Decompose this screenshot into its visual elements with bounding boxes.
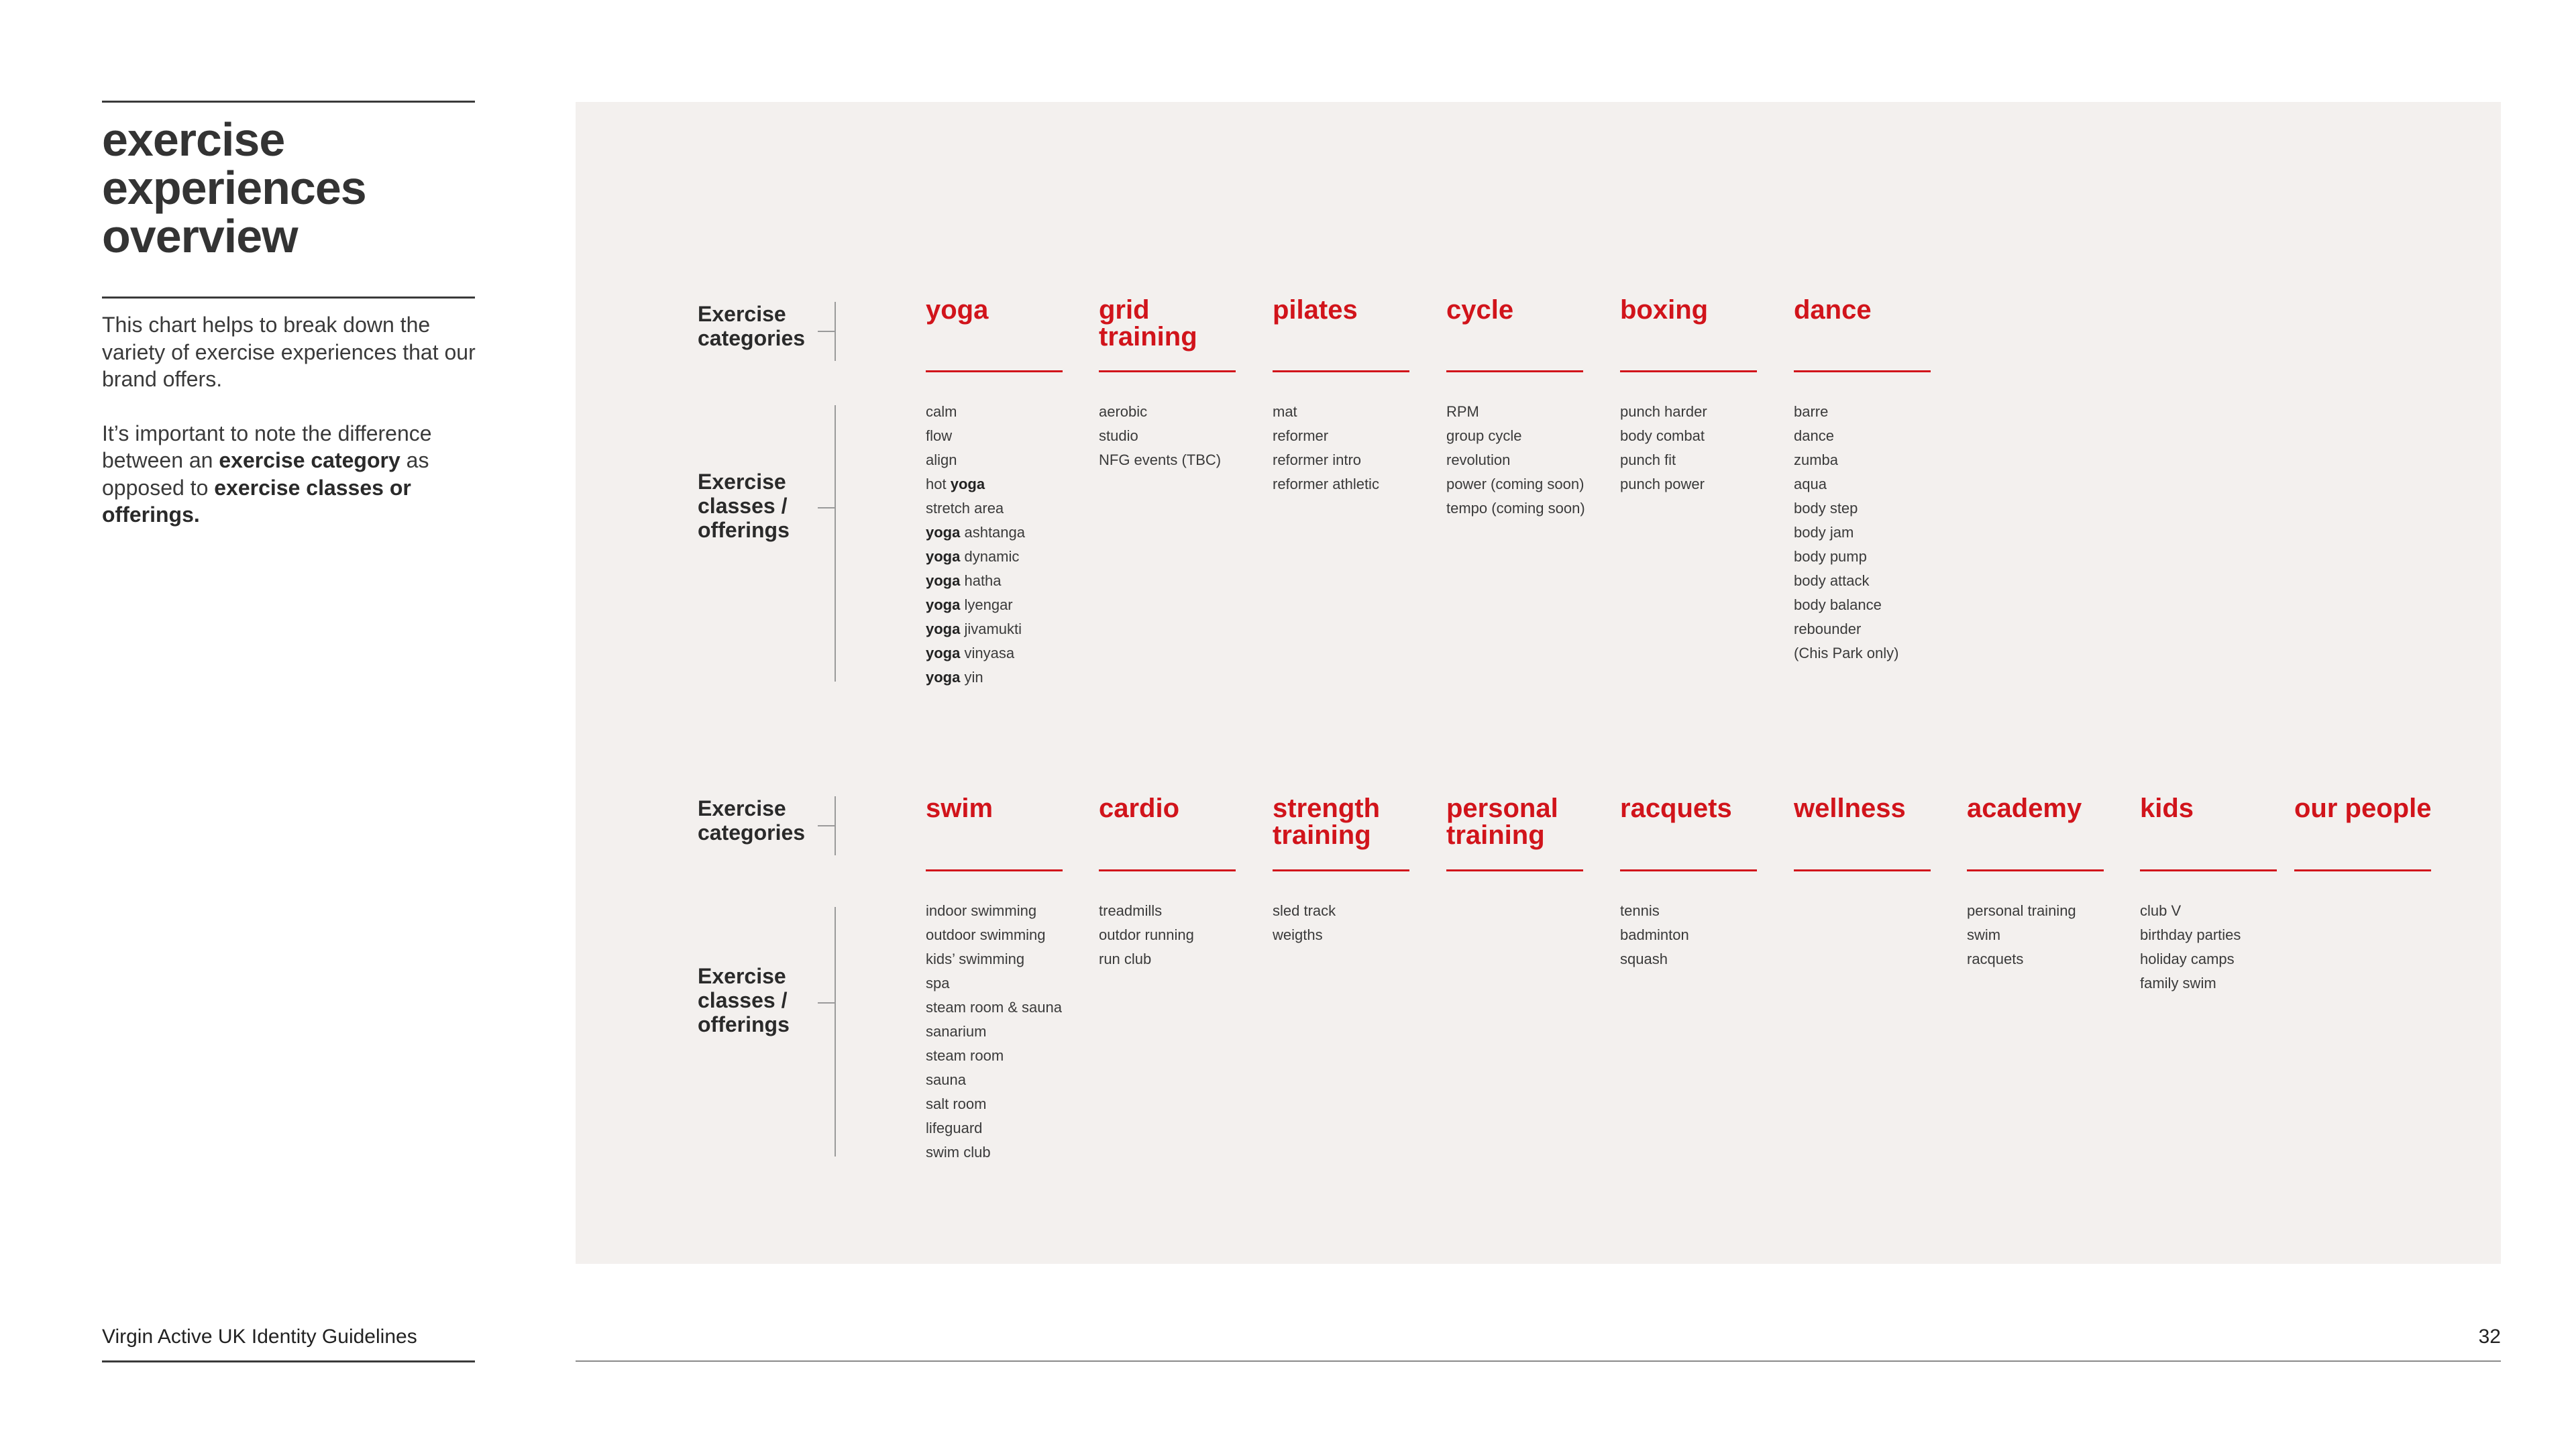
offering-text: hot	[926, 476, 951, 492]
page-title-line: overview	[102, 210, 298, 262]
category-underline	[1446, 370, 1583, 372]
category-title-line: training	[1446, 820, 1545, 850]
offering-item	[1620, 923, 1689, 947]
chart-panel	[576, 102, 2501, 1264]
offering-item	[926, 1020, 1062, 1044]
offering-text: weigths	[1273, 926, 1323, 943]
offering-item	[1446, 448, 1585, 472]
offering-item	[2140, 923, 2241, 947]
offering-text: jivamukti	[960, 621, 1022, 637]
offering-text: sauna	[926, 1071, 966, 1088]
offering-text: birthday parties	[2140, 926, 2241, 943]
offering-text: aerobic	[1099, 403, 1148, 420]
offering-text: punch fit	[1620, 451, 1676, 468]
offering-text: treadmills	[1099, 902, 1163, 919]
offering-item	[1446, 400, 1585, 424]
offering-text: reformer	[1273, 427, 1329, 444]
footer-guidelines-label: Virgin Active UK Identity Guidelines	[102, 1326, 417, 1348]
offering-text: body jam	[1794, 524, 1854, 541]
offering-item	[926, 971, 1062, 996]
intro-text-span: as opposed to	[102, 448, 429, 500]
offering-item	[1273, 424, 1379, 448]
offering-item	[1794, 472, 1898, 496]
intro-bold-category: exercise category	[219, 448, 400, 472]
category-underline	[1794, 370, 1931, 372]
offering-item	[1099, 448, 1221, 472]
offering-item	[1620, 472, 1707, 496]
category-title-line: personal	[1446, 794, 1558, 823]
row-label-line: Exercise	[698, 470, 786, 494]
row1-classes-bracket	[835, 405, 836, 682]
offering-bold-text: yoga	[926, 621, 961, 637]
offering-text: dance	[1794, 427, 1834, 444]
offering-item	[926, 1140, 1062, 1165]
offering-item	[1099, 923, 1194, 947]
category-title-line: cycle	[1446, 295, 1514, 325]
offerings-list	[1099, 400, 1221, 472]
offering-text: reformer athletic	[1273, 476, 1379, 492]
offering-text: badminton	[1620, 926, 1689, 943]
offering-text: calm	[926, 403, 957, 420]
offering-item	[926, 641, 1025, 665]
offering-item	[1273, 448, 1379, 472]
offerings-list	[1273, 899, 1336, 947]
offering-bold-text: yoga	[926, 645, 961, 661]
row2-classes-label	[698, 964, 790, 1036]
category-title-line: academy	[1967, 794, 2082, 823]
row1-categories-label	[698, 302, 805, 350]
category-title-line: wellness	[1794, 794, 1906, 823]
offering-item	[1967, 923, 2076, 947]
offerings-list	[1446, 400, 1585, 521]
category-title	[1620, 297, 1791, 361]
category-column	[2294, 795, 2465, 859]
row-label-line: offerings	[698, 518, 790, 542]
offering-item	[926, 545, 1025, 569]
offering-item	[1794, 496, 1898, 521]
category-title	[926, 795, 1097, 859]
row1-categories-tick	[818, 331, 835, 332]
offering-item	[1099, 947, 1194, 971]
category-title-line: training	[1273, 820, 1371, 850]
offering-item	[926, 424, 1025, 448]
intro-paragraph-1: This chart helps to break down the variety of exercise experiences that our brand offers.	[102, 313, 476, 391]
offering-bold-text: yoga	[926, 596, 961, 613]
category-underline	[1273, 869, 1409, 871]
offering-item	[1620, 947, 1689, 971]
category-column	[2140, 794, 2311, 991]
offerings-list	[2140, 899, 2241, 996]
offerings-list	[1273, 400, 1379, 496]
offering-item	[1794, 593, 1898, 617]
offering-text: holiday camps	[2140, 951, 2235, 967]
row2-categories-tick	[818, 825, 835, 826]
category-title-line: dance	[1794, 295, 1872, 325]
offering-item	[1620, 448, 1707, 472]
offerings-list	[1099, 899, 1194, 971]
offering-item	[1620, 899, 1689, 923]
category-title-line: pilates	[1273, 295, 1358, 325]
category-column	[1273, 295, 1444, 492]
page-title	[102, 115, 478, 260]
offering-text: ashtanga	[960, 524, 1025, 541]
offering-text: personal training	[1967, 902, 2076, 919]
category-title	[1446, 795, 1617, 859]
offering-text: swim	[1967, 926, 2001, 943]
category-column	[1099, 794, 1270, 967]
offering-item	[1099, 424, 1221, 448]
offering-item	[1099, 899, 1194, 923]
category-title	[1967, 795, 2138, 859]
offering-text: swim club	[926, 1144, 991, 1161]
category-underline	[2294, 869, 2431, 871]
offering-item	[926, 400, 1025, 424]
offering-bold-text: yoga	[926, 669, 961, 686]
row-label-line: Exercise	[698, 302, 786, 326]
offering-item	[1099, 400, 1221, 424]
offering-bold-text: yoga	[926, 548, 961, 565]
category-underline	[1099, 370, 1236, 372]
category-column	[1446, 295, 1617, 517]
offering-text: dynamic	[960, 548, 1020, 565]
offering-item	[926, 665, 1025, 690]
row2-classes-tick	[818, 1002, 835, 1004]
offering-item	[2140, 899, 2241, 923]
offering-text: body balance	[1794, 596, 1882, 613]
category-title-line: cardio	[1099, 794, 1180, 823]
category-title	[2294, 795, 2465, 859]
page-number: 32	[2478, 1326, 2501, 1348]
offering-item	[1620, 400, 1707, 424]
offering-item	[1967, 899, 2076, 923]
category-column	[926, 794, 1097, 1161]
category-underline	[1620, 370, 1757, 372]
row-label-line: Exercise	[698, 796, 786, 820]
offering-text: stretch area	[926, 500, 1004, 517]
offering-item	[1273, 472, 1379, 496]
offering-item	[1794, 617, 1898, 641]
category-title	[926, 297, 1097, 361]
page-title-line: experiences	[102, 162, 366, 214]
category-title-line: kids	[2140, 794, 2194, 823]
offering-item	[1794, 569, 1898, 593]
category-title-line: training	[1099, 322, 1197, 352]
offering-text: reformer intro	[1273, 451, 1362, 468]
offering-text: yin	[960, 669, 983, 686]
footer-left-rule	[102, 1360, 475, 1362]
offerings-list	[926, 400, 1025, 690]
row2-categories-bracket	[835, 796, 836, 855]
offering-item	[926, 448, 1025, 472]
offering-text: mat	[1273, 403, 1297, 420]
category-title	[1099, 795, 1270, 859]
offering-item	[926, 1068, 1062, 1092]
offering-item	[926, 472, 1025, 496]
offering-item	[926, 1116, 1062, 1140]
offering-text: lyengar	[960, 596, 1013, 613]
category-column	[926, 295, 1097, 686]
offering-text: outdoor swimming	[926, 926, 1046, 943]
row-label-line: offerings	[698, 1012, 790, 1036]
offering-item	[2140, 971, 2241, 996]
offering-item	[1446, 496, 1585, 521]
offering-text: run club	[1099, 951, 1152, 967]
category-underline	[1273, 370, 1409, 372]
category-title	[1273, 795, 1444, 859]
offerings-list	[1620, 400, 1707, 496]
category-column	[1620, 295, 1791, 492]
offering-item	[1967, 947, 2076, 971]
offering-text: body pump	[1794, 548, 1867, 565]
offering-text: squash	[1620, 951, 1668, 967]
category-title	[1794, 297, 1965, 361]
row-label-line: classes /	[698, 988, 788, 1012]
category-title	[1620, 795, 1791, 859]
category-underline	[1446, 869, 1583, 871]
row2-classes-bracket	[835, 907, 836, 1157]
category-column	[1794, 795, 1965, 859]
category-underline	[1620, 869, 1757, 871]
category-title-line: strength	[1273, 794, 1380, 823]
offering-text: group cycle	[1446, 427, 1522, 444]
offering-item	[926, 569, 1025, 593]
offering-item	[926, 1044, 1062, 1068]
row-label-line: classes /	[698, 494, 788, 518]
offering-text: studio	[1099, 427, 1138, 444]
category-title	[1794, 795, 1965, 859]
offering-item	[926, 617, 1025, 641]
category-title	[1099, 297, 1270, 361]
offering-item	[926, 899, 1062, 923]
offerings-list	[1967, 899, 2076, 971]
offering-item	[1794, 641, 1898, 665]
offering-text: NFG events (TBC)	[1099, 451, 1222, 468]
offering-text: sanarium	[926, 1023, 987, 1040]
offering-text: tempo (coming soon)	[1446, 500, 1585, 517]
category-title-line: racquets	[1620, 794, 1732, 823]
offering-item	[1273, 899, 1336, 923]
category-column	[1620, 794, 1791, 967]
offering-item	[926, 496, 1025, 521]
intro-paragraph-2	[102, 420, 484, 529]
intro-text	[102, 311, 484, 555]
offering-item	[926, 1092, 1062, 1116]
offering-item	[2140, 947, 2241, 971]
offering-text: body combat	[1620, 427, 1705, 444]
offering-bold-text: yoga	[926, 572, 961, 589]
row-label-line: categories	[698, 820, 806, 845]
offering-text: salt room	[926, 1095, 987, 1112]
category-underline	[926, 869, 1063, 871]
offering-bold-text: yoga	[926, 524, 961, 541]
category-underline	[926, 370, 1063, 372]
offering-text: body attack	[1794, 572, 1870, 589]
category-title	[2140, 795, 2311, 859]
offering-text: outdor running	[1099, 926, 1194, 943]
offerings-list	[1620, 899, 1689, 971]
footer-right-rule	[576, 1360, 2501, 1362]
offering-text: vinyasa	[960, 645, 1015, 661]
title-top-rule	[102, 101, 475, 103]
offering-item	[1794, 424, 1898, 448]
offering-text: hatha	[960, 572, 1002, 589]
category-title	[1446, 297, 1617, 361]
offering-text: racquets	[1967, 951, 2024, 967]
offering-text: punch harder	[1620, 403, 1707, 420]
offering-item	[1794, 448, 1898, 472]
offerings-list	[1794, 400, 1898, 665]
offering-text: (Chis Park only)	[1794, 645, 1899, 661]
offering-item	[926, 593, 1025, 617]
category-title-line: yoga	[926, 295, 989, 325]
offering-item	[926, 996, 1062, 1020]
offering-bold-text: yoga	[950, 476, 985, 492]
intro-text-span: It’s important to note the difference between an	[102, 421, 432, 472]
row1-categories-bracket	[835, 302, 836, 361]
offering-item	[926, 923, 1062, 947]
offering-text: revolution	[1446, 451, 1511, 468]
row1-classes-label	[698, 470, 790, 542]
offering-text: club V	[2140, 902, 2182, 919]
offering-text: family swim	[2140, 975, 2216, 991]
category-underline	[1099, 869, 1236, 871]
offering-item	[1446, 472, 1585, 496]
category-column	[1099, 295, 1270, 468]
page-title-line: exercise	[102, 113, 285, 166]
offering-text: flow	[926, 427, 953, 444]
offering-text: punch power	[1620, 476, 1705, 492]
offering-item	[1273, 923, 1336, 947]
offerings-list	[926, 899, 1062, 1165]
offering-item	[1794, 400, 1898, 424]
offering-text: steam room	[926, 1047, 1004, 1064]
offering-text: tennis	[1620, 902, 1660, 919]
category-column	[1446, 795, 1617, 859]
offering-text: zumba	[1794, 451, 1839, 468]
category-underline	[2140, 869, 2277, 871]
offering-item	[1273, 400, 1379, 424]
offering-item	[1446, 424, 1585, 448]
category-underline	[1967, 869, 2104, 871]
offering-item	[926, 947, 1062, 971]
category-column	[1794, 295, 1965, 661]
offering-text: lifeguard	[926, 1120, 983, 1136]
category-underline	[1794, 869, 1931, 871]
offering-text: power (coming soon)	[1446, 476, 1585, 492]
offering-text: align	[926, 451, 957, 468]
offering-text: barre	[1794, 403, 1829, 420]
category-title-line: boxing	[1620, 295, 1709, 325]
offering-text: indoor swimming	[926, 902, 1037, 919]
title-bottom-rule	[102, 297, 475, 299]
offering-text: kids’ swimming	[926, 951, 1025, 967]
offering-text: sled track	[1273, 902, 1336, 919]
offering-text: steam room & sauna	[926, 999, 1062, 1016]
row2-categories-label	[698, 796, 805, 845]
row-label-line: Exercise	[698, 964, 786, 988]
intro-bold-classes: exercise classes or offerings.	[102, 475, 411, 527]
category-title-line: swim	[926, 794, 994, 823]
category-column	[1273, 794, 1444, 943]
category-title-line: grid	[1099, 295, 1150, 325]
offering-item	[1794, 545, 1898, 569]
offering-item	[1620, 424, 1707, 448]
row1-classes-tick	[818, 507, 835, 508]
offering-text: RPM	[1446, 403, 1479, 420]
category-title	[1273, 297, 1444, 361]
offering-text: aqua	[1794, 476, 1827, 492]
category-column	[1967, 794, 2138, 967]
row-label-line: categories	[698, 326, 806, 350]
offering-item	[926, 521, 1025, 545]
offering-item	[1794, 521, 1898, 545]
category-title-line: our people	[2294, 794, 2432, 823]
offering-text: spa	[926, 975, 950, 991]
offering-text: body step	[1794, 500, 1858, 517]
offering-text: rebounder	[1794, 621, 1862, 637]
